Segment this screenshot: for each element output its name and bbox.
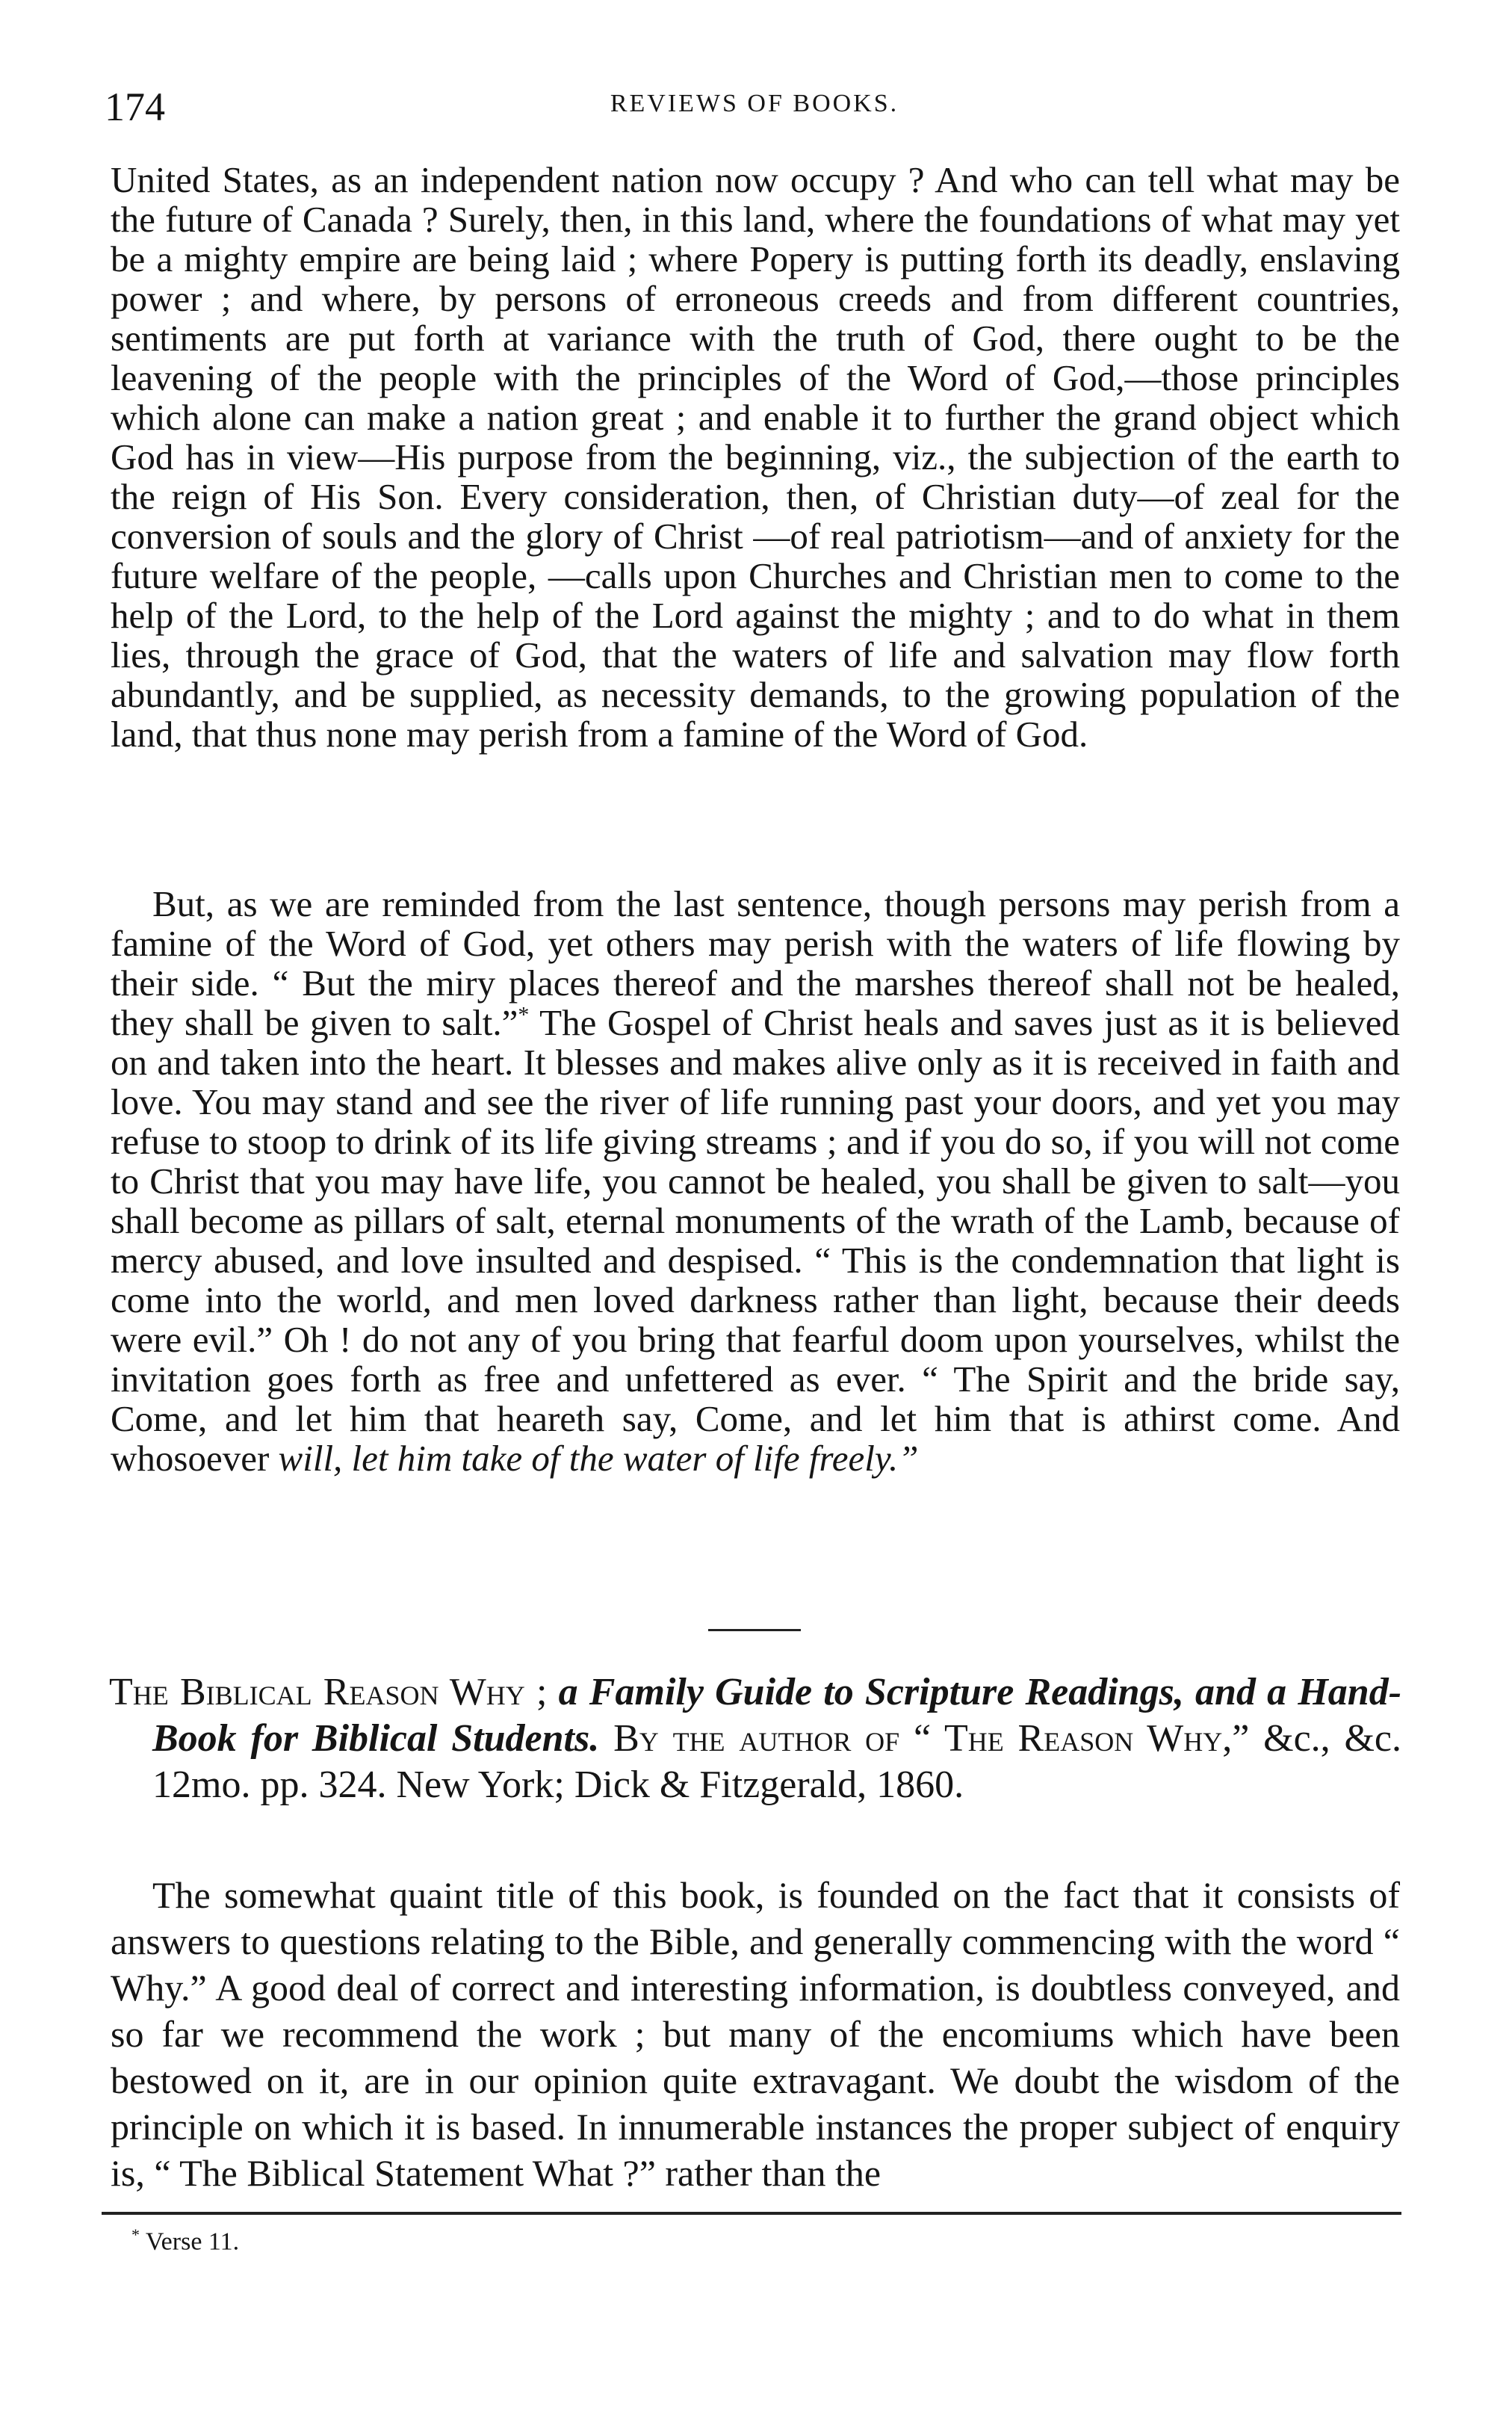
footnote-text: Verse 11. [145,2228,240,2256]
article-paragraph-1 [111,160,1400,754]
paragraph-text [111,884,1400,1478]
footnote-separator [102,2212,1401,2215]
footnote-reference-mark: * [518,1002,530,1027]
paragraph-text: United States, as an independent nation now occupy ? And who can tell what may be the future of Canada ? Surely, then, in this land, where the foundations of what may yet be a mighty empire are being laid ; where Popery is putting forth its deadly, enslaving power ; and where, by persons of erroneous creeds and from different countries, sentiments are put forth at variance with the truth of God, there ought to be the leavening of the people with the principles of the Word of God,—those principles which alone can make a nation great ; and enable it to further the grand object which God has in view—His purpose from the beginning, viz., the subjection of the earth to the reign of His Son. Every consideration, then, of Christian duty—of zeal for the conversion of souls and the glory of Christ —of real patriotism—and of anxiety for the future welfare of the people, —calls upon Churches and Christian men to come to the help of the Lord, to the help of the Lord against the mighty ; and to do what in them lies, through the grace of God, that the waters of life and salvation may flow forth abundantly, and be supplied, as necessity demands, to the growing population of the land, that thus none may perish from a famine of the Word of God. [111,159,1400,755]
paragraph-main: But, as we are reminded from the last sentence, though persons may perish from a famine of the Word of God, yet others may perish with the waters of life flowing by their side. “ But the miry places thereof and the marshes thereof shall not be healed, they shall be given to salt.” [111,883,1400,1043]
book-title: The Biblical Reason Why ; [109,1671,548,1713]
book-byline: By the author of “ The Reason Why,” [613,1717,1250,1760]
italic-quotation: will, let him take of the water of life freely.” [278,1438,919,1479]
publication-info: &c., &c. 12mo. pp. 324. New York; Dick & Fitzgerald, 1860. [152,1717,1402,1806]
running-title: REVIEWS OF BOOKS. [610,90,899,117]
footnote [131,2225,239,2256]
article-paragraph-2 [111,884,1400,1478]
review-paragraph: The somewhat quaint title of this book, is founded on the fact that it consists of answers to questions relating to the Bible, and generally commencing with the word “ Why.” A good deal of correct and interesting information, is doubtless conveyed, and so far we recommend the work ; but many of the encomiums which have been bestowed on it, are in our opinion quite extravagant. We doubt the wisdom of the principle on which it is based. In innumerable instances the proper subject of enquiry is, “ The Biblical Statement What ?” rather than the [111,1874,1400,2194]
book-review-body [111,1872,1400,2196]
running-head [105,84,1404,136]
page-number: 174 [105,84,165,129]
footnote-mark: * [131,2225,140,2244]
section-divider [708,1629,801,1631]
paragraph-continued: The Gospel of Christ heals and saves just as it is believed on and taken into the heart. It blesses and makes alive only as it is received in faith and love. You may stand and see the river of life running past your doors, and yet you may refuse to stoop to drink of its life giving streams ; and if you do so, if you will not come to Christ that you may have life, you cannot be healed, you shall be given to salt—you shall become as pillars of salt, eternal monuments of the wrath of the Lamb, because of mercy abused, and love insulted and despised. “ This is the condemnation that light is come into the world, and men loved darkness rather than light, because their deeds were evil.” Oh ! do not any of you bring that fearful doom upon yourselves, whilst the invitation goes forth as free and unfettered as ever. “ The Spirit and the bride say, Come, and let him that heareth say, Come, and let him that is athirst come. And whosoever [111,1002,1400,1479]
book-subtitle: a Family Guide to Scripture Readings, and a Hand-Book for Biblical Students. [152,1671,1402,1760]
book-review-heading [109,1669,1401,1808]
